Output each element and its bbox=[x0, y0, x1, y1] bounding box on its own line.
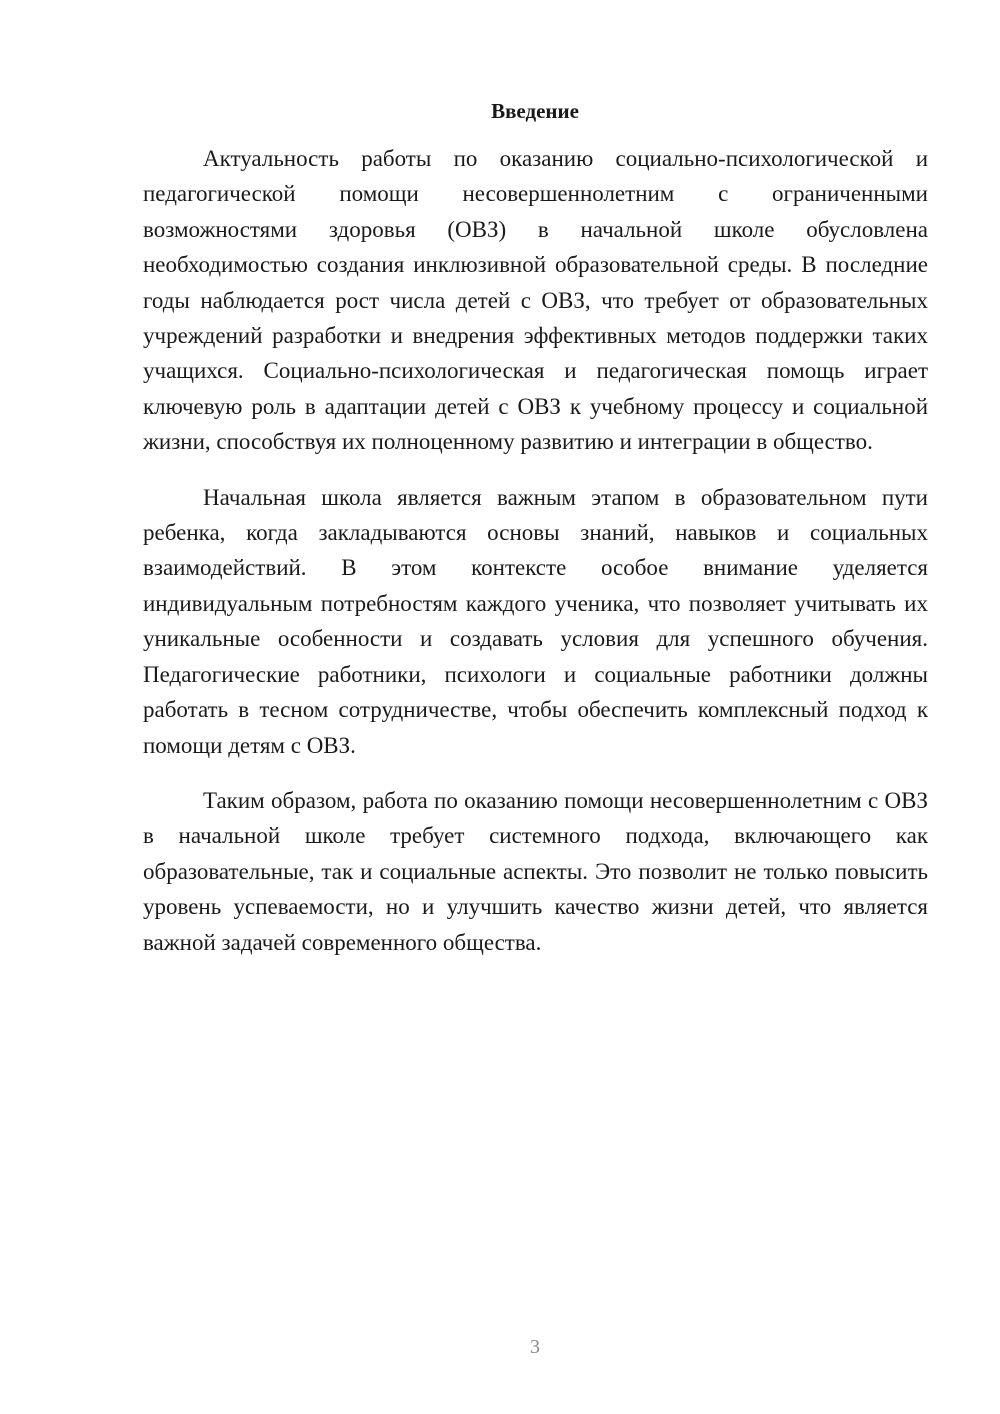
section-heading: Введение bbox=[491, 99, 579, 123]
page-number: 3 bbox=[530, 1336, 540, 1358]
paragraph-3: Таким образом, работа по оказанию помощи несовершеннолетним с ОВЗ в начальной школе требует системного подхода, включающего как образовательные, так и социальные аспекты. Это позволит не только повысить уровень успеваемости, но и улучшить качество жизни детей, что является важной задачей современного общества. bbox=[143, 787, 928, 955]
paragraph-1: Актуальность работы по оказанию социально-психологической и педагогической помощи несовершеннолетним с ограниченными возможностями здоровья (ОВЗ) в начальной школе обусловлена необходимостью создания инклюзивной образовательной среды. В последние годы наблюдается рост числа детей с ОВЗ, что требует от образовательных учреждений разработки и внедрения эффективных методов поддержки таких учащихся. Социально-психологическая и педагогическая помощь играет ключевую роль в адаптации детей с ОВЗ к учебному процессу и социальной жизни, способствуя их полноценному развитию и интеграции в общество. bbox=[143, 146, 928, 455]
paragraph-2: Начальная школа является важным этапом в образовательном пути ребенка, когда закладываются основы знаний, навыков и социальных взаимодействий. В этом контексте особое внимание уделяется индивидуальным потребностям каждого ученика, что позволяет учитывать их уникальные особенности и создавать условия для успешного обучения. Педагогические работники, психологи и социальные работники должны работать в тесном сотрудничестве, чтобы обеспечить комплексный подход к помощи детям с ОВЗ. bbox=[143, 484, 928, 758]
body-text bbox=[143, 141, 928, 980]
